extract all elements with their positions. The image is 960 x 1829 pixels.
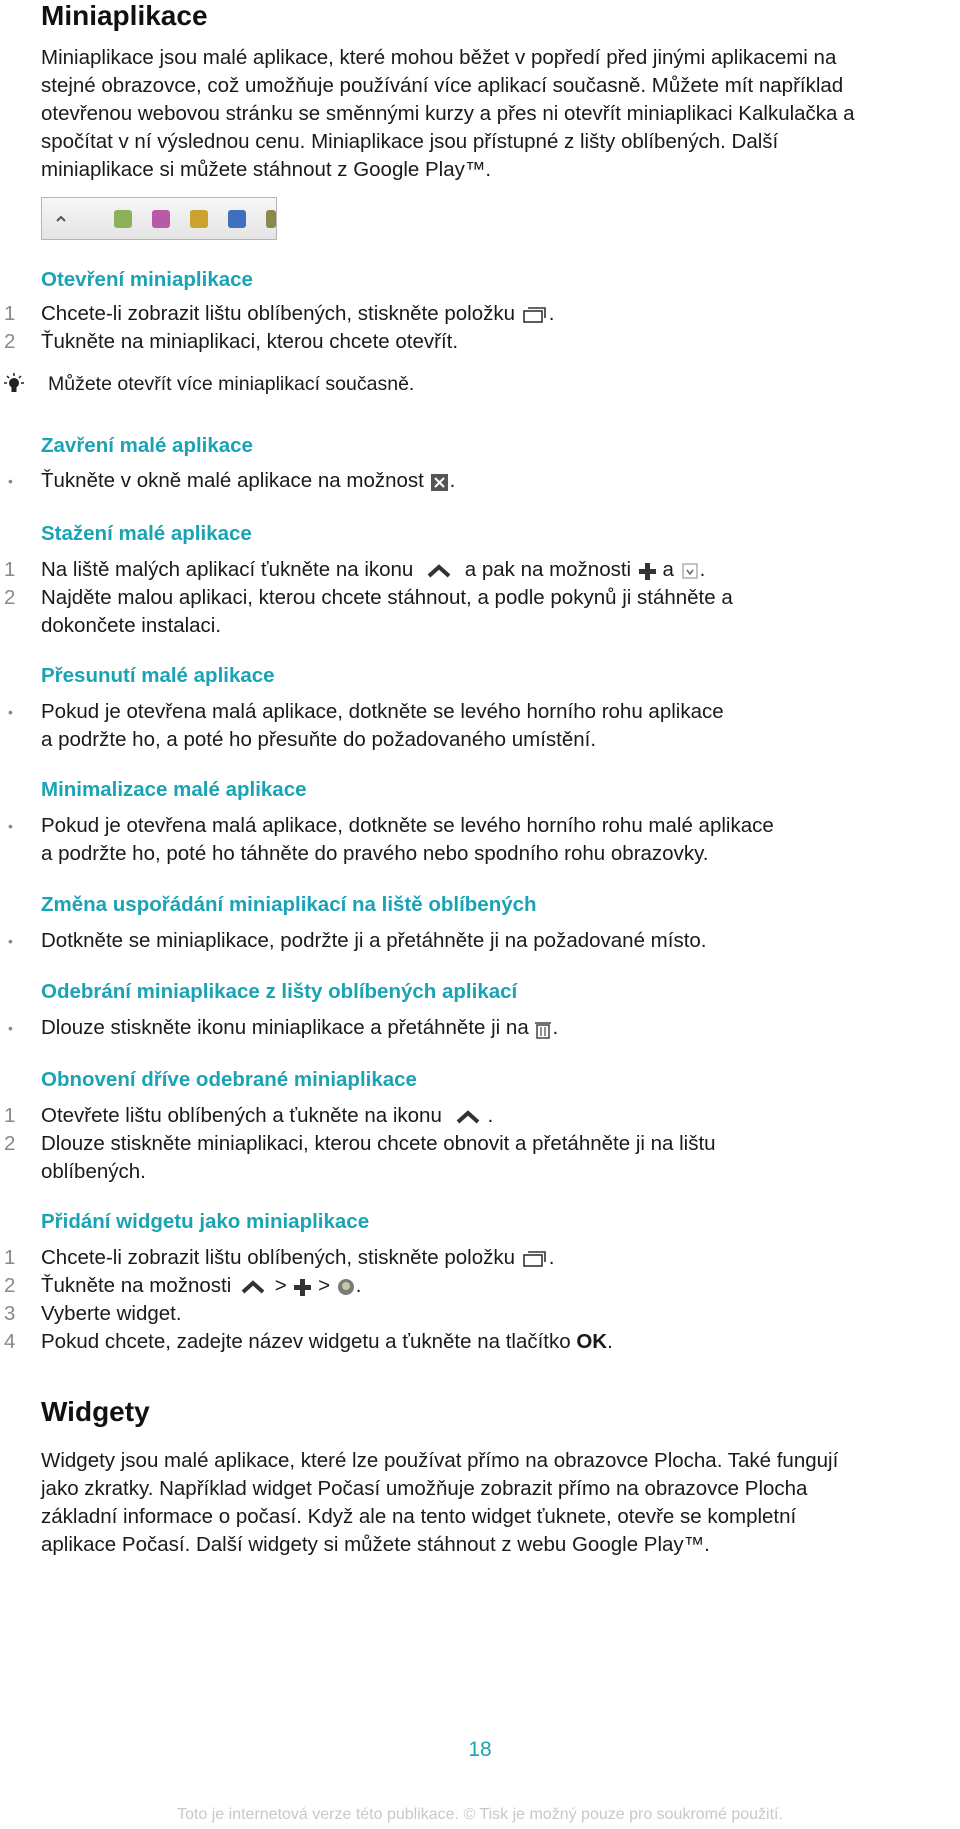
widgets-line: jako zkratky. Například widget Počasí umožňuje zobrazit přímo na obrazovce Plocha [41, 1477, 808, 1500]
widgets-line: Widgety jsou malé aplikace, které lze používat přímo na obrazovce Plocha. Také fungují [41, 1449, 839, 1472]
bullet-text: Dotkněte se miniaplikace, podržte ji a přetáhněte ji na požadované místo. [41, 929, 707, 952]
step-number: 3 [4, 1302, 16, 1325]
bullet-text: Pokud je otevřena malá aplikace, dotkněte se levého horního rohu aplikace [41, 700, 724, 723]
step-text: Vyberte widget. [41, 1302, 182, 1325]
plus-icon [637, 561, 657, 581]
step-text: Najděte malou aplikaci, kterou chcete stáhnout, a podle pokynů ji stáhněte a [41, 586, 733, 609]
bullet: • [8, 473, 13, 489]
step-text: Dlouze stiskněte miniaplikaci, kterou chcete obnovit a přetáhněte ji na lištu [41, 1132, 716, 1155]
step-number: 1 [4, 1246, 16, 1269]
app-icon [190, 210, 208, 228]
step-number: 1 [4, 1104, 16, 1127]
step-number: 1 [4, 558, 16, 581]
step-number: 1 [4, 302, 16, 325]
heading-remove: Odebrání miniaplikace z lišty oblíbených aplikací [41, 980, 518, 1003]
bullet: • [8, 933, 13, 949]
step-text: Pokud chcete, zadejte název widgetu a ťukněte na tlačítko [41, 1330, 571, 1353]
step-number: 2 [4, 1274, 16, 1297]
step-text: dokončete instalaci. [41, 614, 222, 637]
footer-note: Toto je internetová verze této publikace. © Tisk je možný pouze pro soukromé použití. [177, 1806, 783, 1823]
bullet: • [8, 818, 13, 834]
bullet-text: a podržte ho, poté ho táhněte do pravého nebo spodního rohu obrazovky. [41, 842, 709, 865]
app-icon [114, 210, 132, 228]
lightbulb-icon [2, 372, 26, 396]
bullet-text: a podržte ho, a poté ho přesuňte do požadovaného umístění. [41, 728, 597, 751]
intro-line: spočítat v ní výslednou cenu. Miniaplikace jsou přístupné z lišty oblíbených. Další [41, 130, 779, 153]
plus-icon [292, 1277, 312, 1297]
step-number: 2 [4, 586, 16, 609]
step-text: Chcete-li zobrazit lištu oblíbených, stiskněte položku [41, 302, 516, 325]
step-number: 2 [4, 330, 16, 353]
widgets-line: základní informace o počasí. Když ale na tento widget ťuknete, otevře se kompletní [41, 1505, 797, 1528]
bullet-text: Dlouze stiskněte ikonu miniaplikace a přetáhněte ji na [41, 1016, 529, 1039]
step-text: Na liště malých aplikací ťukněte na ikonu [41, 558, 414, 581]
intro-line: stejné obrazovce, což umožňuje používání více aplikací současně. Můžete mít například [41, 74, 844, 97]
widget-icon [336, 1277, 356, 1297]
page-number: 18 [468, 1738, 492, 1761]
heading-open: Otevření miniaplikace [41, 268, 253, 291]
heading-minimize: Minimalizace malé aplikace [41, 778, 307, 801]
step-text: Ťukněte na miniaplikaci, kterou chcete otevřít. [41, 330, 459, 353]
intro-line: miniaplikace si můžete stáhnout z Google Play™. [41, 158, 492, 181]
step-number: 2 [4, 1132, 16, 1155]
chevron-up-icon [237, 1277, 269, 1297]
step-text: Chcete-li zobrazit lištu oblíbených, stiskněte položku [41, 1246, 516, 1269]
step-number: 4 [4, 1330, 16, 1353]
bullet-text: Pokud je otevřena malá aplikace, dotkněte se levého horního rohu malé aplikace [41, 814, 774, 837]
widgets-line: aplikace Počasí. Další widgety si můžete stáhnout z webu Google Play™. [41, 1533, 710, 1556]
windows-icon [521, 305, 549, 325]
bullet: • [8, 704, 13, 720]
heading-close: Zavření malé aplikace [41, 434, 253, 457]
section-title-widgety: Widgety [41, 1396, 150, 1427]
download-app-icon [680, 561, 700, 581]
app-icon [266, 210, 276, 228]
heading-rearrange: Změna uspořádání miniaplikací na liště oblíbených [41, 893, 537, 916]
chevron-up-icon [448, 1107, 488, 1127]
tip-text: Můžete otevřít více miniaplikací současně. [48, 373, 415, 395]
favorites-bar-image [41, 197, 277, 240]
intro-line: otevřenou webovou stránku se směnnými kurzy a přes ni otevřít miniaplikaci Kalkulačka a [41, 102, 855, 125]
app-icon [228, 210, 246, 228]
chevron-up-icon [54, 212, 68, 224]
section-title-miniaplikace: Miniaplikace [41, 0, 208, 31]
trash-icon [534, 1019, 552, 1039]
ok-label: OK [576, 1330, 608, 1353]
heading-restore: Obnovení dříve odebrané miniaplikace [41, 1068, 417, 1091]
heading-download: Stažení malé aplikace [41, 522, 252, 545]
app-icon [152, 210, 170, 228]
intro-line: Miniaplikace jsou malé aplikace, které mohou běžet v popředí před jinými aplikacemi na [41, 46, 837, 69]
step-text: oblíbených. [41, 1160, 146, 1183]
heading-add-widget: Přidání widgetu jako miniaplikace [41, 1210, 370, 1233]
close-icon [430, 472, 450, 492]
bullet-text: Ťukněte v okně malé aplikace na možnost [41, 469, 424, 492]
step-text: Otevřete lištu oblíbených a ťukněte na ikonu [41, 1104, 442, 1127]
widgets-paragraph [41, 1447, 941, 1559]
chevron-up-icon [419, 561, 459, 581]
bullet: • [8, 1020, 13, 1036]
heading-move: Přesunutí malé aplikace [41, 664, 275, 687]
step-text: Ťukněte na možnosti [41, 1274, 232, 1297]
intro-paragraph [41, 44, 941, 184]
windows-icon [521, 1249, 549, 1269]
